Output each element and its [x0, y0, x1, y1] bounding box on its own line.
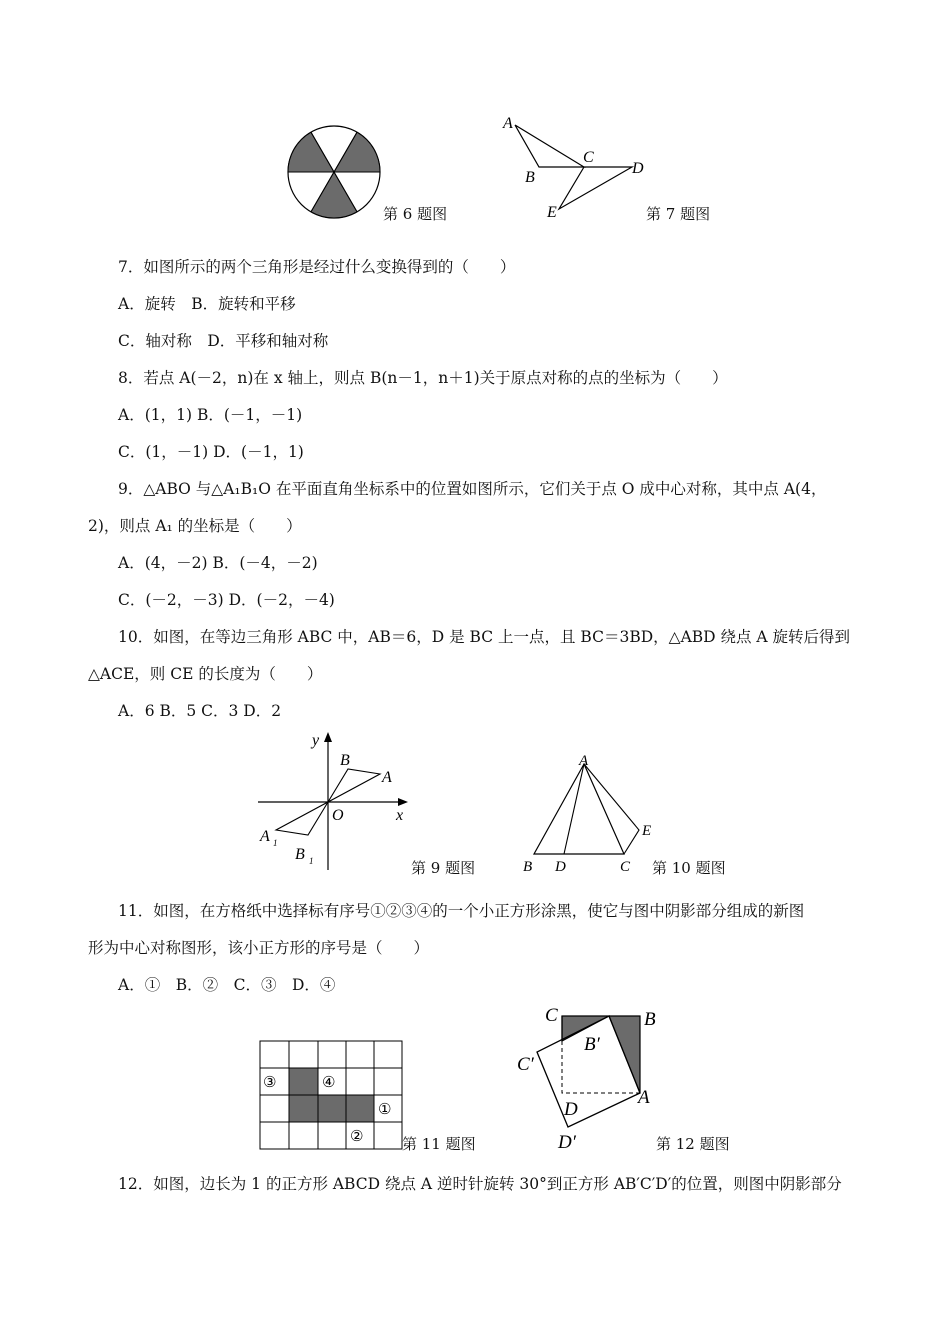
- fig9-label-x: x: [396, 807, 404, 824]
- q10-stem-line1: 10．如图，在等边三角形 ABC 中，AB＝6，D 是 BC 上一点，且 BC＝3BD，△ABD 绕点 A 旋转后得到: [118, 628, 851, 646]
- fig11-label-4: ④: [322, 1073, 336, 1091]
- q10-stem-line2: △ACE，则 CE 的长度为（ ）: [88, 665, 323, 683]
- fig7-label-d: D: [632, 160, 644, 177]
- figure-12-caption: 第 12 题图: [656, 1135, 730, 1153]
- q7-options-cd: C．轴对称 D．平移和轴对称: [118, 332, 329, 350]
- fig9-label-b1-sub: 1: [309, 856, 314, 866]
- fig10-label-a: A: [579, 753, 589, 769]
- figure-10-triangle: [518, 752, 658, 877]
- q7-stem: 7．如图所示的两个三角形是经过什么变换得到的（ ）: [118, 258, 516, 276]
- fig12-label-b-prime: B′: [584, 1034, 600, 1055]
- q12-stem-line1: 12．如图，边长为 1 的正方形 ABCD 绕点 A 逆时针旋转 30°到正方形 AB′C′D′的位置，则图中阴影部分: [118, 1175, 842, 1193]
- fig9-label-y: y: [312, 732, 320, 749]
- fig9-label-b1: B: [295, 846, 305, 863]
- q9-stem-line2: 2)，则点 A₁ 的坐标是（ ）: [88, 517, 302, 535]
- fig7-label-c: C: [583, 149, 594, 166]
- figure-6-circle: [286, 124, 386, 220]
- fig12-label-b: B: [644, 1009, 656, 1030]
- fig10-label-d: D: [555, 859, 566, 875]
- q8-options-ab: A．(1，1) B．(－1，－1): [118, 406, 303, 424]
- fig12-label-d: D: [564, 1099, 578, 1120]
- fig9-label-a: A: [382, 769, 392, 786]
- fig10-label-b: B: [523, 859, 533, 875]
- fig9-label-a1-sub: 1: [273, 838, 278, 848]
- fig12-label-a: A: [638, 1087, 650, 1108]
- fig9-label-a1: A: [260, 828, 270, 845]
- figure-9-caption: 第 9 题图: [411, 859, 476, 877]
- figure-7-triangles: [498, 112, 658, 222]
- figure-12-squares: [512, 1000, 672, 1155]
- q11-options: A．① B．② C．③ D．④: [118, 976, 336, 994]
- q11-stem-line1: 11．如图，在方格纸中选择标有序号①②③④的一个小正方形涂黑，使它与图中阴影部分组成的新图: [118, 902, 805, 920]
- q9-options-cd: C．(－2，－3) D．(－2，－4): [118, 591, 335, 609]
- q8-stem: 8．若点 A(－2，n)在 x 轴上，则点 B(n－1，n＋1)关于原点对称的点的坐标为（ ）: [118, 369, 728, 387]
- fig11-label-2: ②: [350, 1127, 364, 1145]
- figure-10-caption: 第 10 题图: [652, 859, 726, 877]
- fig9-label-b: B: [340, 752, 350, 769]
- q9-stem-line1: 9．△ABO 与△A₁B₁O 在平面直角坐标系中的位置如图所示，它们关于点 O 成中心对称，其中点 A(4，: [118, 480, 827, 498]
- q8-options-cd: C．(1，－1) D．(－1，1): [118, 443, 304, 461]
- q10-options: A．6 B．5 C．3 D．2: [118, 702, 282, 720]
- fig7-label-a: A: [503, 115, 513, 132]
- figure-6-caption: 第 6 题图: [383, 205, 448, 223]
- fig9-label-o: O: [332, 807, 344, 824]
- fig12-label-c-prime: C′: [517, 1054, 534, 1075]
- fig11-label-1: ①: [378, 1100, 392, 1118]
- fig12-label-d-prime: D′: [558, 1132, 576, 1153]
- fig11-label-3: ③: [263, 1073, 277, 1091]
- q11-stem-line2: 形为中心对称图形，该小正方形的序号是（ ）: [88, 939, 430, 957]
- fig12-label-c: C: [545, 1005, 558, 1026]
- figure-7-caption: 第 7 题图: [646, 205, 711, 223]
- fig7-label-e: E: [547, 204, 557, 221]
- q7-options-ab: A．旋转 B．旋转和平移: [118, 295, 296, 313]
- q9-options-ab: A．(4，－2) B．(－4，－2): [118, 554, 318, 572]
- fig10-label-c: C: [620, 859, 631, 875]
- fig10-label-e: E: [642, 823, 652, 839]
- figure-11-caption: 第 11 题图: [402, 1135, 476, 1153]
- figure-11-grid: [258, 1039, 404, 1151]
- fig7-label-b: B: [525, 169, 535, 186]
- figure-9-coordinates: [252, 728, 412, 878]
